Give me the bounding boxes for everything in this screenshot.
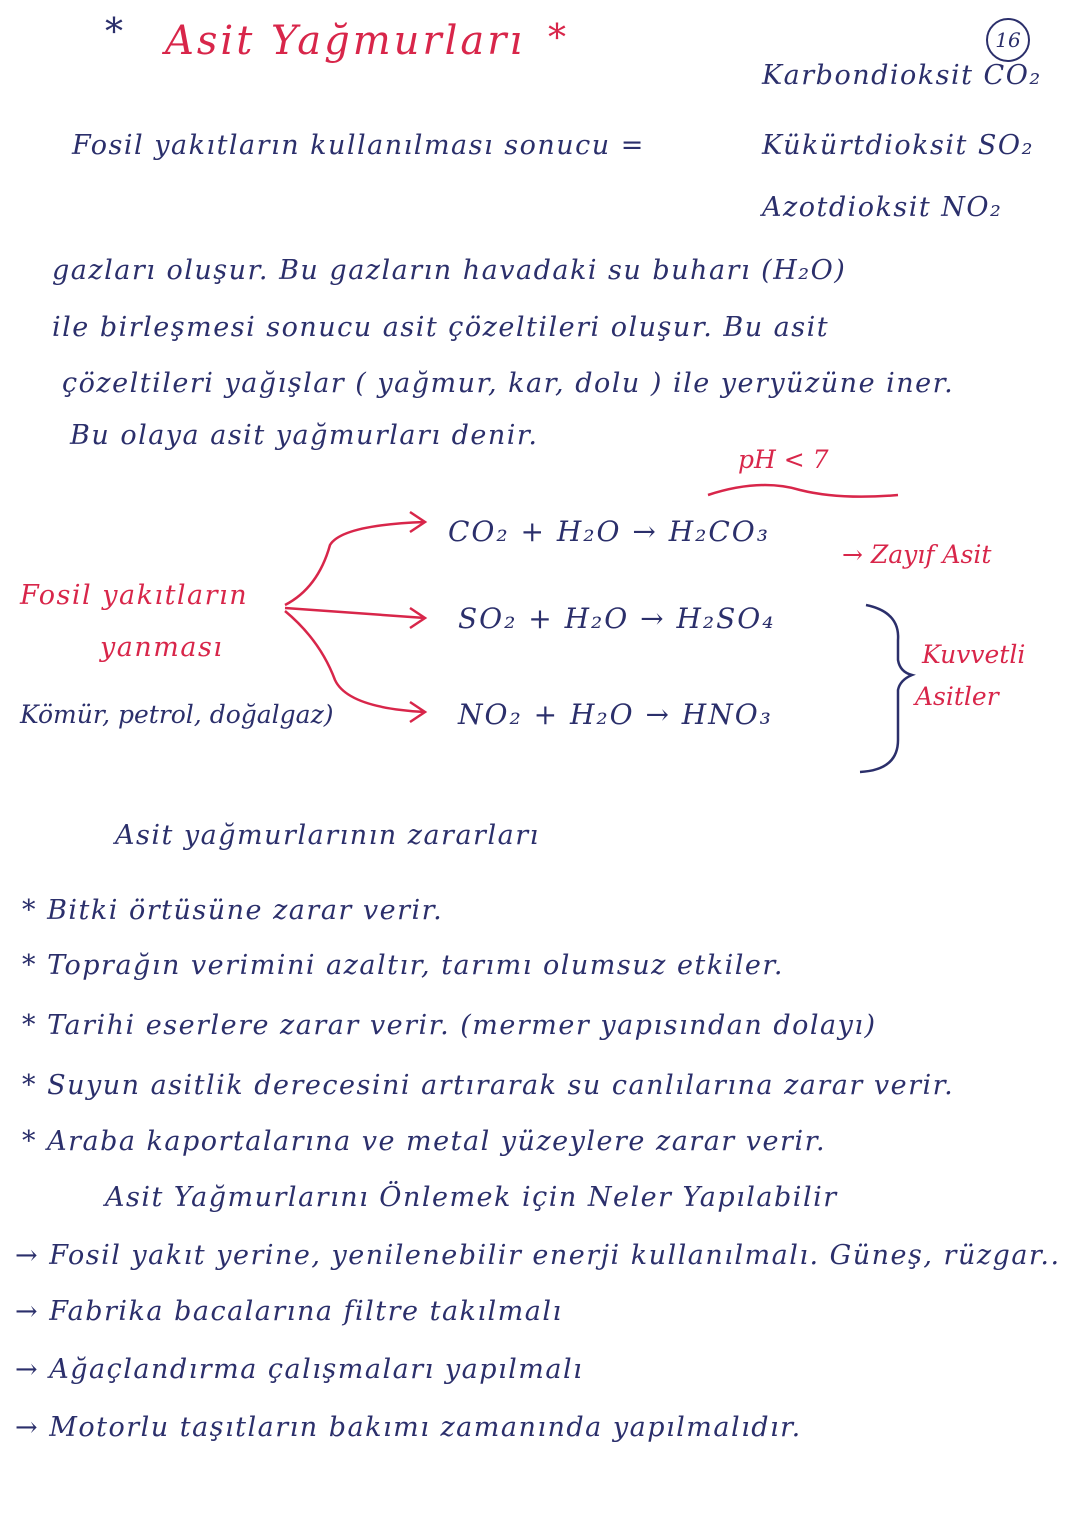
gas-no2: Azotdioksit NO₂ (762, 192, 1003, 223)
title-star-left: * (105, 12, 123, 53)
paragraph-line-1: gazları oluşur. Bu gazların havadaki su buharı (H₂O) (52, 255, 847, 286)
paragraph-line-2: ile birleşmesi sonucu asit çözeltileri oluşur. Bu asit (52, 312, 830, 343)
prevention-heading: Asit Yağmurlarını Önlemek için Neler Yapılabilir (105, 1182, 838, 1213)
gases-intro: Fosil yakıtların kullanılması sonucu = (72, 130, 645, 161)
source-line-1: Fosil yakıtların (20, 580, 249, 611)
paragraph-line-3: çözeltileri yağışlar ( yağmur, kar, dolu ) ile yeryüzüne iner. (62, 368, 955, 399)
damage-item: * Toprağın verimini azaltır, tarımı olumsuz etkiler. (22, 950, 784, 981)
strong-acid-brace (860, 605, 912, 772)
page-title: Asit Yağmurları (165, 18, 526, 64)
title-star-right: * (548, 18, 566, 59)
strong-acid-label-2: Asitler (915, 682, 999, 711)
strong-acid-label-1: Kuvvetli (922, 640, 1026, 669)
source-examples: Kömür, petrol, doğalgaz) (20, 700, 334, 729)
damage-item: * Bitki örtüsüne zarar verir. (22, 895, 444, 926)
gas-so2: Kükürtdioksit SO₂ (762, 130, 1034, 161)
ph-brace (708, 485, 898, 497)
page-number: 16 (986, 18, 1030, 62)
prevention-item: → Motorlu taşıtların bakımı zamanında yapılmalıdır. (15, 1412, 802, 1443)
branch-arrow-bottom (285, 611, 425, 712)
damages-heading: Asit yağmurlarının zararları (115, 820, 540, 851)
paragraph-line-4: Bu olaya asit yağmurları denir. (70, 420, 539, 451)
branch-arrow-mid (285, 608, 425, 618)
ph-note: pH < 7 (738, 445, 829, 474)
damage-item: * Suyun asitlik derecesini artırarak su canlılarına zarar verir. (22, 1070, 955, 1101)
prevention-item: → Ağaçlandırma çalışmaları yapılmalı (15, 1354, 584, 1385)
gas-co2: Karbondioksit CO₂ (762, 60, 1042, 91)
damage-item: * Araba kaportalarına ve metal yüzeylere zarar verir. (22, 1126, 827, 1157)
weak-acid-label: → Zayıf Asit (842, 540, 992, 569)
reaction-co2: CO₂ + H₂O → H₂CO₃ (448, 515, 770, 548)
damage-item: * Tarihi eserlere zarar verir. (mermer yapısından dolayı) (22, 1010, 877, 1041)
prevention-item: → Fabrika bacalarına filtre takılmalı (15, 1296, 563, 1327)
reaction-no2: NO₂ + H₂O → HNO₃ (458, 698, 773, 731)
branch-arrow-top (285, 522, 425, 605)
prevention-item: → Fosil yakıt yerine, yenilenebilir enerji kullanılmalı. Güneş, rüzgar.. (15, 1240, 1061, 1271)
source-line-2: yanması (100, 632, 224, 663)
reaction-so2: SO₂ + H₂O → H₂SO₄ (458, 602, 776, 635)
